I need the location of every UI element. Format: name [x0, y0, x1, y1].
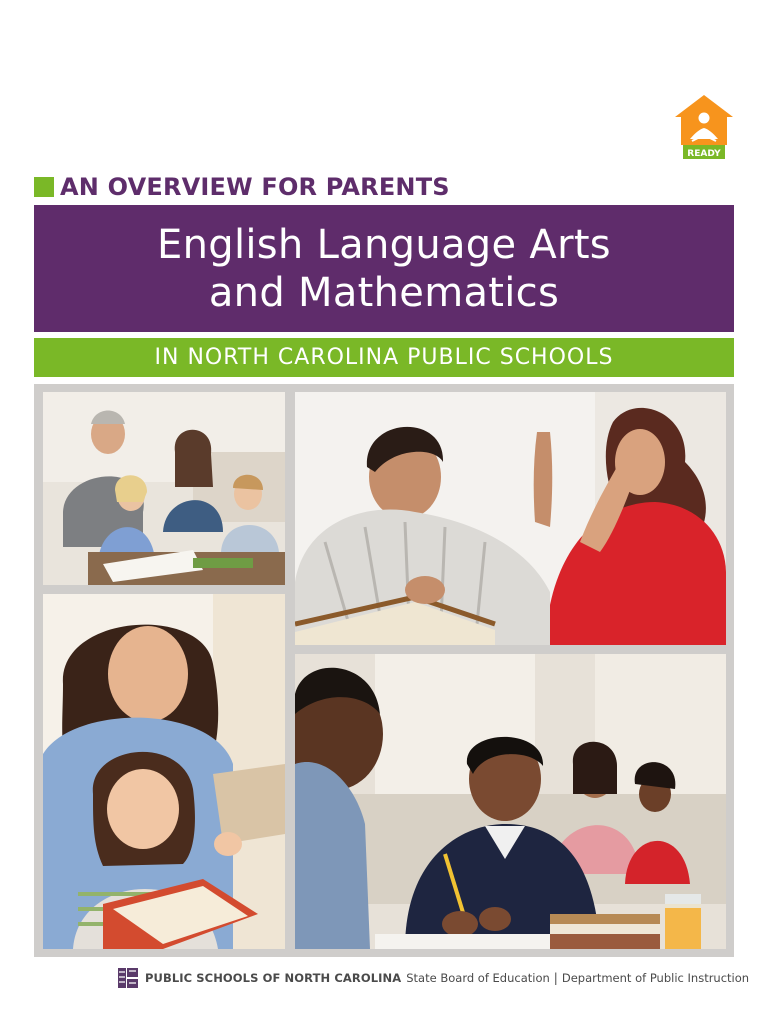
ready-logo — [675, 95, 733, 159]
logo-label: READY — [687, 149, 721, 159]
photo-mother-reading — [43, 594, 285, 949]
footer-org: PUBLIC SCHOOLS OF NORTH CAROLINA — [145, 971, 402, 985]
footer — [117, 966, 749, 990]
kicker-text: AN OVERVIEW FOR PARENTS — [60, 173, 450, 201]
photo-family-studying — [43, 392, 285, 585]
footer-separator: | — [553, 971, 558, 985]
subtitle-text: IN NORTH CAROLINA PUBLIC SCHOOLS — [154, 345, 614, 370]
subtitle-band — [34, 338, 734, 377]
photo-father-son-homework — [295, 654, 726, 949]
photo-high-five — [295, 392, 726, 645]
overview-kicker — [34, 172, 450, 202]
title-line-1: English Language Arts — [157, 221, 611, 268]
title-band — [34, 205, 734, 332]
footer-board: State Board of Education — [406, 971, 550, 985]
green-square-icon — [34, 177, 54, 197]
title-line-2: and Mathematics — [208, 269, 560, 316]
footer-department: Department of Public Instruction — [561, 971, 750, 985]
nc-state-seal-icon — [117, 967, 139, 989]
house-reader-icon — [675, 95, 733, 159]
